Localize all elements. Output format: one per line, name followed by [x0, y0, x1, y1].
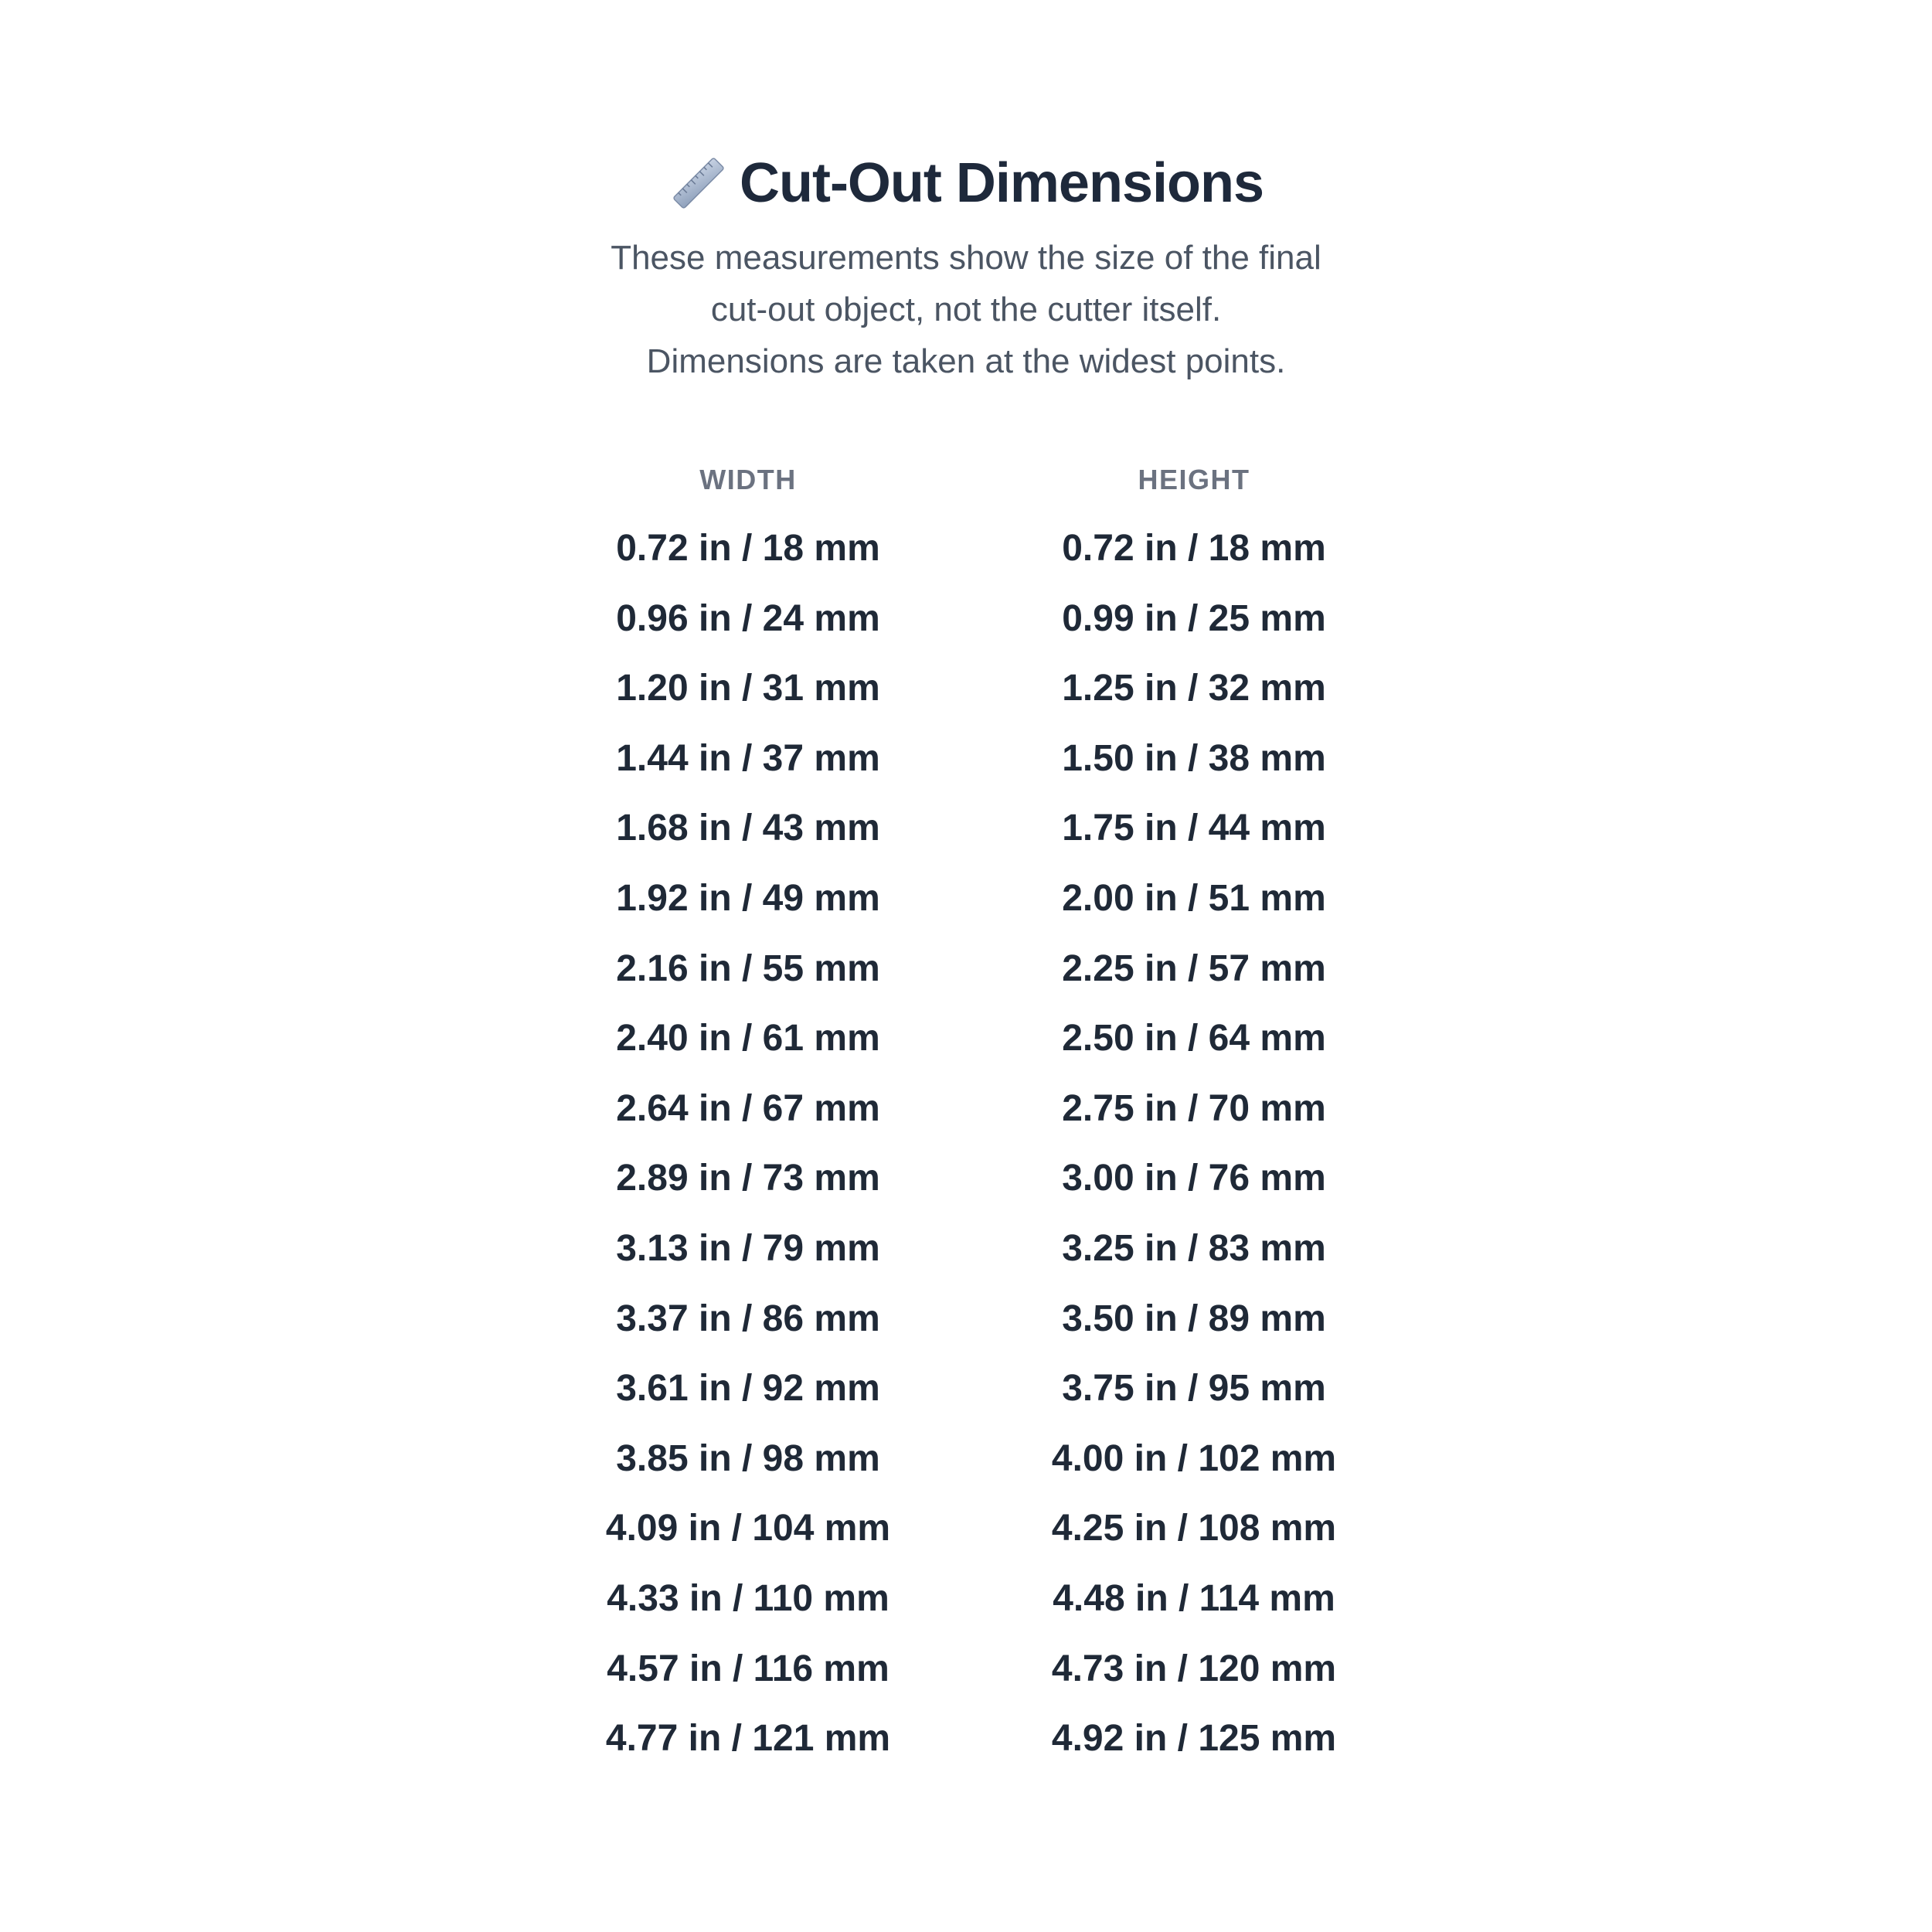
height-cell: 2.50 in / 64 mm — [1062, 1018, 1326, 1059]
width-cell: 2.16 in / 55 mm — [616, 948, 880, 989]
height-cell: 2.75 in / 70 mm — [1062, 1088, 1326, 1129]
ruler-icon — [668, 153, 729, 213]
width-cell: 4.77 in / 121 mm — [605, 1718, 891, 1759]
subtitle-line: cut-out object, not the cutter itself. — [710, 291, 1222, 328]
height-cell: 4.00 in / 102 mm — [1051, 1438, 1337, 1479]
width-cell: 0.96 in / 24 mm — [616, 598, 880, 639]
height-cell: 4.48 in / 114 mm — [1053, 1578, 1335, 1619]
width-cell: 1.92 in / 49 mm — [616, 878, 880, 919]
width-cell: 3.13 in / 79 mm — [616, 1228, 880, 1269]
height-cell: 4.92 in / 125 mm — [1051, 1718, 1337, 1759]
header — [0, 148, 1932, 387]
width-cell: 4.57 in / 116 mm — [607, 1648, 889, 1689]
height-cell: 1.75 in / 44 mm — [1062, 808, 1326, 849]
height-cell: 1.25 in / 32 mm — [1062, 668, 1326, 709]
width-cell: 1.20 in / 31 mm — [616, 668, 880, 709]
width-cell: 3.61 in / 92 mm — [616, 1368, 880, 1409]
height-cell: 4.73 in / 120 mm — [1051, 1648, 1337, 1689]
width-cell: 3.85 in / 98 mm — [616, 1438, 880, 1479]
height-cell: 0.72 in / 18 mm — [1062, 528, 1326, 569]
height-cell: 3.50 in / 89 mm — [1062, 1298, 1326, 1339]
subtitle-line: These measurements show the size of the final — [611, 239, 1321, 277]
width-cell: 3.37 in / 86 mm — [616, 1298, 880, 1339]
column-header-height: HEIGHT — [1138, 464, 1250, 495]
width-cell: 1.44 in / 37 mm — [616, 738, 880, 779]
width-cell: 1.68 in / 43 mm — [616, 808, 880, 849]
width-cell: 0.72 in / 18 mm — [616, 528, 880, 569]
subtitle — [0, 232, 1932, 387]
width-cell: 2.40 in / 61 mm — [616, 1018, 880, 1059]
height-cell: 2.00 in / 51 mm — [1062, 878, 1326, 919]
width-cell: 2.64 in / 67 mm — [616, 1088, 880, 1129]
subtitle-line: Dimensions are taken at the widest points. — [646, 342, 1286, 380]
width-cell: 4.09 in / 104 mm — [605, 1508, 891, 1549]
height-cell: 3.75 in / 95 mm — [1062, 1368, 1326, 1409]
page-title: Cut-Out Dimensions — [740, 152, 1264, 214]
width-cell: 4.33 in / 110 mm — [607, 1578, 889, 1619]
height-cell: 4.25 in / 108 mm — [1051, 1508, 1337, 1549]
height-cell: 0.99 in / 25 mm — [1062, 598, 1326, 639]
title-row — [0, 148, 1932, 218]
height-cell: 1.50 in / 38 mm — [1062, 738, 1326, 779]
height-cell: 2.25 in / 57 mm — [1062, 948, 1326, 989]
height-cell: 3.25 in / 83 mm — [1062, 1228, 1326, 1269]
column-header-width: WIDTH — [699, 464, 797, 495]
width-cell: 2.89 in / 73 mm — [616, 1158, 880, 1199]
height-cell: 3.00 in / 76 mm — [1062, 1158, 1326, 1199]
